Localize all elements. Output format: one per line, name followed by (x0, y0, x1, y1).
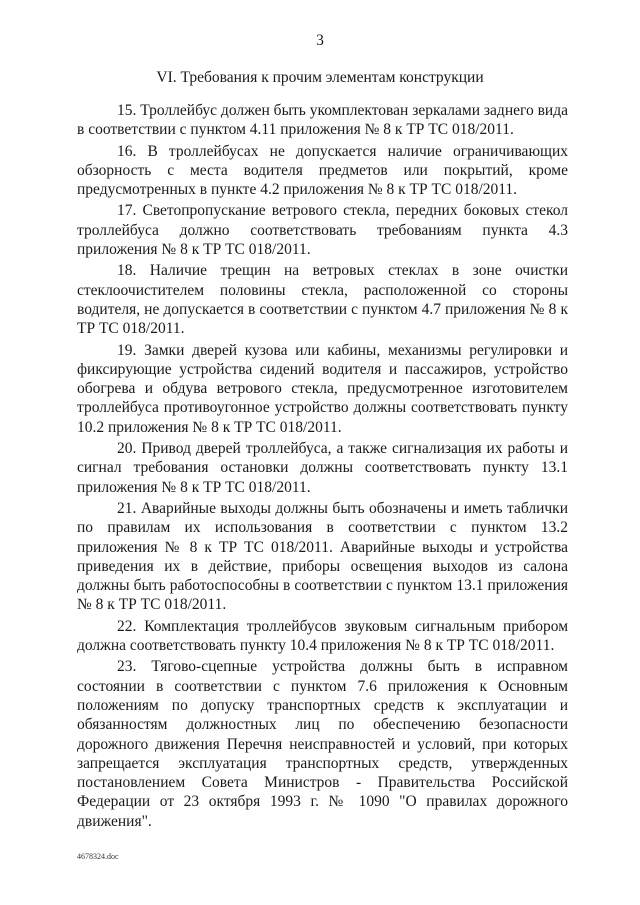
paragraph-15: 15. Троллейбус должен быть укомплектован зеркалами заднего вида в соответствии с пунктом 4.11 приложения № 8 к ТР ТС 018/2011. (77, 102, 568, 139)
document-body (77, 101, 568, 833)
section-heading: VI. Требования к прочим элементам конструкции (156, 69, 484, 86)
paragraph-23: 23. Тягово-сцепные устройства должны быть в исправном состоянии в соответствии с пунктом 7.6 приложения к Основным положениям по допуску транспортных средств к эксплуатации и обязанностям должностных лиц по обеспечению безопасности дорожного движения Перечня неисправностей и условий, при которых запрещается эксплуатация транспортных средств, утвержденных постановлением Совета Министров - Правительства Российской Федерации от 23 октября 1993 г. № 1090 "О правилах дорожного движения". (77, 658, 568, 830)
page-number: 3 (316, 32, 324, 49)
paragraph-17: 17. Светопропускание ветрового стекла, передних боковых стекол троллейбуса должно соответствовать требованиям пункта 4.3 приложения № 8 к ТР ТС 018/2011. (77, 202, 568, 259)
paragraph-16: 16. В троллейбусах не допускается наличие ограничивающих обзорность с места водителя предметов или покрытий, кроме предусмотренных в пункте 4.2 приложения № 8 к ТР ТС 018/2011. (77, 142, 568, 199)
paragraph-22: 22. Комплектация троллейбусов звуковым сигнальным прибором должна соответствовать пункту 10.4 приложения № 8 к ТР ТС 018/2011. (77, 617, 568, 655)
document-filename-footer: 4678324.doc (77, 852, 119, 861)
paragraph-18: 18. Наличие трещин на ветровых стеклах в зоне очистки стеклоочистителем половины стекла, расположенной со стороны водителя, не допускается в соответствии с пунктом 4.7 приложения № 8 к ТР ТС 018/2011. (77, 262, 568, 338)
paragraph-20: 20. Привод дверей троллейбуса, а также сигнализация их работы и сигнал требования остановки должны соответствовать пункту 13.1 приложения № 8 к ТР ТС 018/2011. (77, 440, 568, 496)
paragraph-19: 19. Замки дверей кузова или кабины, механизмы регулировки и фиксирующие устройства сидений водителя и пассажиров, устройство обогрева и обдува ветрового стекла, предусмотренное изготовителем троллейбуса противоугонное устройство должны соответствовать пункту 10.2 приложения № 8 к ТР ТС 018/2011. (77, 341, 568, 436)
paragraph-21: 21. Аварийные выходы должны быть обозначены и иметь таблички по правилам их использования в соответствии с пунктом 13.2 приложения № 8 к ТР ТС 018/2011. Аварийные выходы и устройства приведения их в действие, приборы освещения выходов из салона должны быть работоспособны в соответствии с пунктом 13.1 приложения № 8 к ТР ТС 018/2011. (77, 499, 568, 614)
